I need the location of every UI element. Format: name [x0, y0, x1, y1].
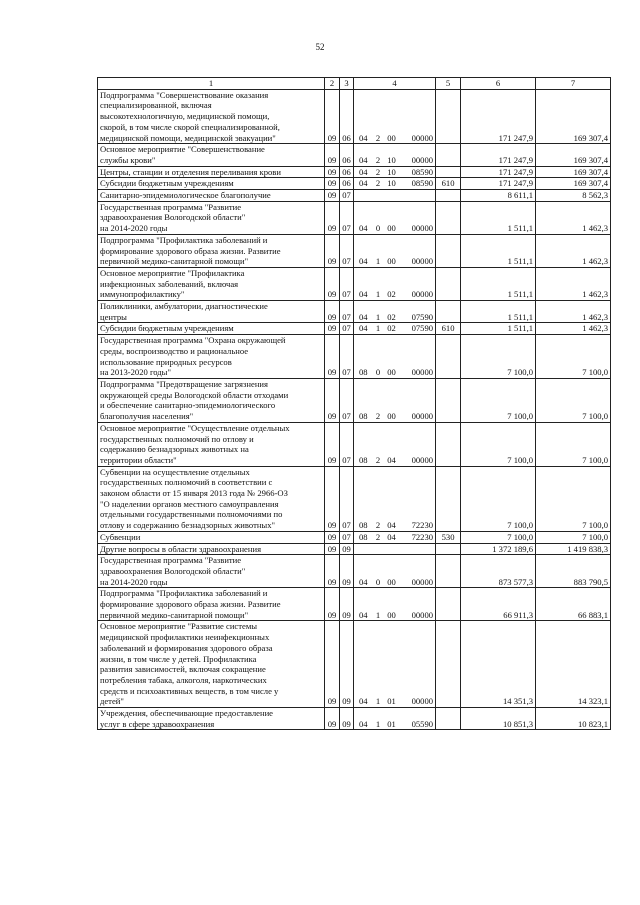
- amount-year-2: 7 100,0: [536, 378, 611, 422]
- amount-year-2: 1 462,3: [536, 301, 611, 323]
- table-row: [98, 166, 611, 178]
- row-name: Субвенции на осуществление отдельных государственных полномочий в соответствии с законом области от 15 января 2013 года № 2966-ОЗ "О наделении органов местного самоуправления отдельными государственными полномочиями по отлову и содержанию безнадзорных животных": [98, 466, 325, 531]
- row-name: Учреждения, обеспечивающие предоставление услуг в сфере здравоохранения: [98, 708, 325, 730]
- section-code: 09: [325, 301, 340, 323]
- direction-code: 05590: [400, 708, 436, 730]
- direction-code: 00000: [400, 621, 436, 708]
- row-name: Субсидии бюджетным учреждениям: [98, 323, 325, 335]
- amount-year-1: 1 372 189,6: [461, 543, 536, 555]
- expense-type-code: 530: [436, 531, 461, 543]
- amount-year-1: 1 511,1: [461, 267, 536, 300]
- direction-code: 07590: [400, 301, 436, 323]
- program-code: 04: [354, 166, 373, 178]
- amount-year-2: 1 462,3: [536, 323, 611, 335]
- row-name: Субсидии бюджетным учреждениям: [98, 178, 325, 190]
- row-name: Основное мероприятие "Развитие системы медицинской профилактики неинфекционных заболеваний и формирования здорового образа жизни, в том числе у детей. Профилактика развития зависимостей, включая сокращение потребления табака, алкоголя, наркотических средств и психоактивных веществ, в том числе у детей": [98, 621, 325, 708]
- subsection-code: 09: [340, 621, 354, 708]
- subsection-code: 06: [340, 89, 354, 144]
- activity-code: 00: [384, 201, 400, 234]
- subprogram-code: 0: [373, 335, 384, 379]
- amount-year-1: 171 247,9: [461, 166, 536, 178]
- row-name: Подпрограмма "Совершенствование оказания специализированной, включая высокотехнологичную, медицинской помощи, скорой, в том числе скорой специализированной, медицинской помощи, медицинской эвакуации": [98, 89, 325, 144]
- table-row: [98, 335, 611, 379]
- table-row: [98, 144, 611, 166]
- direction-code: 00000: [400, 555, 436, 588]
- amount-year-2: 883 790,5: [536, 555, 611, 588]
- row-name: Основное мероприятие "Осуществление отдельных государственных полномочий по отлову и содержанию безнадзорных животных на территории области": [98, 422, 325, 466]
- subsection-code: 07: [340, 190, 354, 202]
- expense-type-code: [436, 166, 461, 178]
- direction-code: 00000: [400, 234, 436, 267]
- subprogram-code: 1: [373, 267, 384, 300]
- expense-type-code: [436, 301, 461, 323]
- expense-type-code: 610: [436, 178, 461, 190]
- page-number: 52: [315, 42, 325, 52]
- amount-year-2: 7 100,0: [536, 422, 611, 466]
- section-code: 09: [325, 190, 340, 202]
- subprogram-code: 1: [373, 708, 384, 730]
- subprogram-code: 2: [373, 378, 384, 422]
- activity-code: 01: [384, 621, 400, 708]
- table-header-row: [98, 78, 611, 90]
- amount-year-1: 171 247,9: [461, 89, 536, 144]
- table-row: [98, 621, 611, 708]
- subprogram-code: 2: [373, 466, 384, 531]
- amount-year-1: 8 611,1: [461, 190, 536, 202]
- amount-year-1: 171 247,9: [461, 144, 536, 166]
- program-code: 04: [354, 301, 373, 323]
- row-name: Подпрограмма "Профилактика заболеваний и формирование здорового образа жизни. Развитие первичной медико-санитарной помощи": [98, 234, 325, 267]
- subprogram-code: 1: [373, 621, 384, 708]
- table-row: [98, 234, 611, 267]
- activity-code: 01: [384, 708, 400, 730]
- amount-year-1: 7 100,0: [461, 378, 536, 422]
- program-code: 04: [354, 234, 373, 267]
- amount-year-1: 14 351,3: [461, 621, 536, 708]
- table-row: [98, 588, 611, 621]
- amount-year-2: 169 307,4: [536, 144, 611, 166]
- header-col-6: 6: [461, 78, 536, 90]
- direction-code: 00000: [400, 144, 436, 166]
- section-code: 09: [325, 621, 340, 708]
- subprogram-code: 2: [373, 144, 384, 166]
- expense-type-code: [436, 335, 461, 379]
- table-row: [98, 378, 611, 422]
- amount-year-1: 7 100,0: [461, 335, 536, 379]
- amount-year-1: 1 511,1: [461, 323, 536, 335]
- subprogram-code: 1: [373, 301, 384, 323]
- subsection-code: 06: [340, 178, 354, 190]
- subsection-code: 07: [340, 323, 354, 335]
- expense-type-code: 610: [436, 323, 461, 335]
- program-code: 04: [354, 144, 373, 166]
- row-name: Санитарно-эпидемиологическое благополучие: [98, 190, 325, 202]
- program-code: 04: [354, 201, 373, 234]
- subsection-code: 07: [340, 378, 354, 422]
- amount-year-1: 10 851,3: [461, 708, 536, 730]
- section-code: 09: [325, 144, 340, 166]
- expense-type-code: [436, 422, 461, 466]
- amount-year-2: 169 307,4: [536, 166, 611, 178]
- subsection-code: 09: [340, 555, 354, 588]
- activity-code: 04: [384, 466, 400, 531]
- activity-code: 10: [384, 178, 400, 190]
- amount-year-2: 7 100,0: [536, 531, 611, 543]
- row-name: Государственная программа "Охрана окружающей среды, воспроизводство и рациональное использование природных ресурсов на 2013-2020 годы": [98, 335, 325, 379]
- subsection-code: 09: [340, 708, 354, 730]
- program-code: 04: [354, 323, 373, 335]
- section-code: 09: [325, 466, 340, 531]
- row-name: Другие вопросы в области здравоохранения: [98, 543, 325, 555]
- activity-code: 02: [384, 267, 400, 300]
- subsection-code: 07: [340, 267, 354, 300]
- amount-year-2: 66 883,1: [536, 588, 611, 621]
- subsection-code: 07: [340, 201, 354, 234]
- program-code: 04: [354, 588, 373, 621]
- direction-code: 08590: [400, 178, 436, 190]
- expense-type-code: [436, 201, 461, 234]
- program-code: 04: [354, 178, 373, 190]
- section-code: 09: [325, 555, 340, 588]
- row-name: Подпрограмма "Предотвращение загрязнения окружающей среды Вологодской области отходами и обеспечение санитарно-эпидемиологического благополучия населения": [98, 378, 325, 422]
- section-code: 09: [325, 89, 340, 144]
- row-name: Государственная программа "Развитие здравоохранения Вологодской области" на 2014-2020 годы: [98, 201, 325, 234]
- program-code: 08: [354, 422, 373, 466]
- direction-code: 08590: [400, 166, 436, 178]
- amount-year-1: 1 511,1: [461, 234, 536, 267]
- activity-code: 02: [384, 323, 400, 335]
- section-code: 09: [325, 323, 340, 335]
- section-code: 09: [325, 588, 340, 621]
- amount-year-2: 14 323,1: [536, 621, 611, 708]
- activity-code: [384, 190, 400, 202]
- program-code: 04: [354, 621, 373, 708]
- table-body: [98, 89, 611, 730]
- subprogram-code: 1: [373, 588, 384, 621]
- table-row: [98, 555, 611, 588]
- direction-code: 72230: [400, 531, 436, 543]
- subsection-code: 07: [340, 531, 354, 543]
- amount-year-1: 873 577,3: [461, 555, 536, 588]
- direction-code: 00000: [400, 89, 436, 144]
- program-code: 08: [354, 466, 373, 531]
- amount-year-2: 7 100,0: [536, 335, 611, 379]
- subsection-code: 09: [340, 543, 354, 555]
- header-col-3: 3: [340, 78, 354, 90]
- expense-type-code: [436, 144, 461, 166]
- amount-year-1: 66 911,3: [461, 588, 536, 621]
- expense-type-code: [436, 378, 461, 422]
- subprogram-code: 1: [373, 323, 384, 335]
- expense-type-code: [436, 267, 461, 300]
- table-row: [98, 531, 611, 543]
- program-code: [354, 190, 373, 202]
- table-row: [98, 422, 611, 466]
- direction-code: [400, 543, 436, 555]
- direction-code: 00000: [400, 335, 436, 379]
- header-col-2: 2: [325, 78, 340, 90]
- row-name: Основное мероприятие "Совершенствование службы крови": [98, 144, 325, 166]
- subprogram-code: 2: [373, 166, 384, 178]
- amount-year-1: 1 511,1: [461, 201, 536, 234]
- direction-code: 00000: [400, 267, 436, 300]
- subprogram-code: 0: [373, 555, 384, 588]
- section-code: 09: [325, 201, 340, 234]
- expense-type-code: [436, 543, 461, 555]
- activity-code: 00: [384, 378, 400, 422]
- expense-type-code: [436, 89, 461, 144]
- subprogram-code: 2: [373, 531, 384, 543]
- row-name: Субвенции: [98, 531, 325, 543]
- amount-year-1: 7 100,0: [461, 466, 536, 531]
- subprogram-code: 0: [373, 201, 384, 234]
- program-code: 08: [354, 378, 373, 422]
- subprogram-code: 2: [373, 178, 384, 190]
- header-col-5: 5: [436, 78, 461, 90]
- row-name: Центры, станции и отделения переливания крови: [98, 166, 325, 178]
- direction-code: 07590: [400, 323, 436, 335]
- activity-code: 00: [384, 335, 400, 379]
- subsection-code: 06: [340, 166, 354, 178]
- expense-type-code: [436, 555, 461, 588]
- row-name: Поликлиники, амбулатории, диагностические центры: [98, 301, 325, 323]
- budget-table: [97, 77, 611, 730]
- subsection-code: 07: [340, 422, 354, 466]
- table-row: [98, 178, 611, 190]
- amount-year-2: 169 307,4: [536, 178, 611, 190]
- expense-type-code: [436, 708, 461, 730]
- program-code: 04: [354, 89, 373, 144]
- subsection-code: 07: [340, 466, 354, 531]
- row-name: Подпрограмма "Профилактика заболеваний и формирование здорового образа жизни. Развитие первичной медико-санитарной помощи": [98, 588, 325, 621]
- activity-code: 02: [384, 301, 400, 323]
- subprogram-code: 2: [373, 422, 384, 466]
- section-code: 09: [325, 422, 340, 466]
- program-code: 04: [354, 555, 373, 588]
- section-code: 09: [325, 378, 340, 422]
- direction-code: [400, 190, 436, 202]
- header-col-4: 4: [354, 78, 436, 90]
- program-code: 08: [354, 531, 373, 543]
- amount-year-2: 1 462,3: [536, 234, 611, 267]
- activity-code: 04: [384, 531, 400, 543]
- subsection-code: 07: [340, 301, 354, 323]
- section-code: 09: [325, 335, 340, 379]
- program-code: 04: [354, 267, 373, 300]
- direction-code: 00000: [400, 201, 436, 234]
- section-code: 09: [325, 531, 340, 543]
- amount-year-2: 1 462,3: [536, 201, 611, 234]
- table-row: [98, 323, 611, 335]
- subsection-code: 07: [340, 335, 354, 379]
- section-code: 09: [325, 708, 340, 730]
- section-code: 09: [325, 166, 340, 178]
- table-row: [98, 466, 611, 531]
- row-name: Государственная программа "Развитие здравоохранения Вологодской области" на 2014-2020 годы: [98, 555, 325, 588]
- subprogram-code: 1: [373, 234, 384, 267]
- amount-year-1: 1 511,1: [461, 301, 536, 323]
- activity-code: 00: [384, 89, 400, 144]
- table-row: [98, 190, 611, 202]
- activity-code: 04: [384, 422, 400, 466]
- expense-type-code: [436, 588, 461, 621]
- table-row: [98, 708, 611, 730]
- amount-year-2: 1 462,3: [536, 267, 611, 300]
- activity-code: 10: [384, 166, 400, 178]
- activity-code: 10: [384, 144, 400, 166]
- header-col-1: 1: [98, 78, 325, 90]
- activity-code: 00: [384, 588, 400, 621]
- program-code: 08: [354, 335, 373, 379]
- amount-year-2: 8 562,3: [536, 190, 611, 202]
- direction-code: 00000: [400, 588, 436, 621]
- subprogram-code: [373, 543, 384, 555]
- expense-type-code: [436, 234, 461, 267]
- section-code: 09: [325, 178, 340, 190]
- table-row: [98, 201, 611, 234]
- amount-year-1: 7 100,0: [461, 422, 536, 466]
- program-code: 04: [354, 708, 373, 730]
- amount-year-2: 7 100,0: [536, 466, 611, 531]
- table-row: [98, 301, 611, 323]
- subprogram-code: 2: [373, 89, 384, 144]
- activity-code: 00: [384, 555, 400, 588]
- section-code: 09: [325, 234, 340, 267]
- table-row: [98, 89, 611, 144]
- amount-year-2: 169 307,4: [536, 89, 611, 144]
- table-row: [98, 543, 611, 555]
- subsection-code: 07: [340, 234, 354, 267]
- header-col-7: 7: [536, 78, 611, 90]
- subsection-code: 06: [340, 144, 354, 166]
- activity-code: 00: [384, 234, 400, 267]
- subsection-code: 09: [340, 588, 354, 621]
- expense-type-code: [436, 621, 461, 708]
- subprogram-code: [373, 190, 384, 202]
- program-code: [354, 543, 373, 555]
- amount-year-2: 1 419 838,3: [536, 543, 611, 555]
- direction-code: 72230: [400, 466, 436, 531]
- amount-year-2: 10 823,1: [536, 708, 611, 730]
- activity-code: [384, 543, 400, 555]
- expense-type-code: [436, 466, 461, 531]
- expense-type-code: [436, 190, 461, 202]
- direction-code: 00000: [400, 422, 436, 466]
- direction-code: 00000: [400, 378, 436, 422]
- section-code: 09: [325, 543, 340, 555]
- section-code: 09: [325, 267, 340, 300]
- table-row: [98, 267, 611, 300]
- row-name: Основное мероприятие "Профилактика инфекционных заболеваний, включая иммунопрофилактику": [98, 267, 325, 300]
- amount-year-1: 171 247,9: [461, 178, 536, 190]
- amount-year-1: 7 100,0: [461, 531, 536, 543]
